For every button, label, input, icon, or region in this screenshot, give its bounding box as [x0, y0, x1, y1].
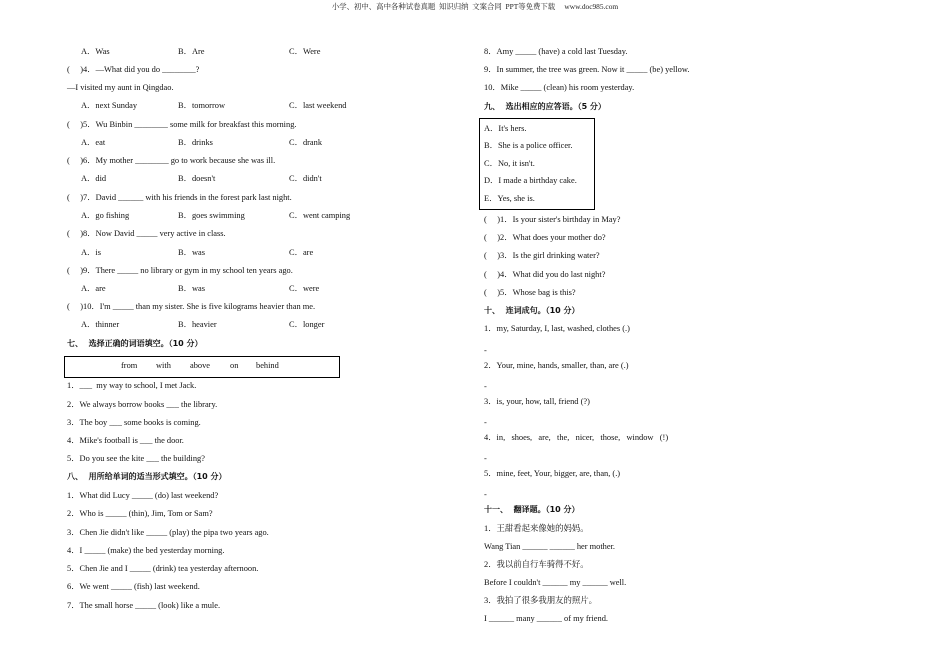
- q3-option-a: A．Was: [81, 47, 110, 56]
- q9-question: ( )9．There _____ no library or gym in my school ten years ago.: [67, 266, 293, 275]
- sec9-item: ( )2．What does your mother do?: [484, 233, 606, 242]
- sec9-item: ( )5．Whose bag is this?: [484, 288, 576, 297]
- sec7-item: 2．We always borrow books ___ the library.: [67, 400, 218, 409]
- q8-option-a: A．is: [81, 248, 102, 257]
- answer-blank-mark: -: [484, 346, 487, 355]
- sec7-item: 3．The boy ___ some books is coming.: [67, 418, 201, 427]
- sec11-line: Before I couldn't ______ my ______ well.: [484, 578, 627, 587]
- sec9-item: ( )3．Is the girl drinking water?: [484, 251, 600, 260]
- q9-option-b: B．was: [178, 284, 205, 293]
- sec11-line: Wang Tian ______ ______ her mother.: [484, 542, 615, 551]
- page-header: 小学、初中、高中各种试卷真题 知识归纳 文案合同 PPT等免费下载 www.doc985.com: [331, 2, 619, 11]
- sec7-item: 5．Do you see the kite ___ the building?: [67, 454, 205, 463]
- sec10-item: 5．mine, feet, Your, bigger, are, than, (.): [484, 469, 621, 478]
- q6-question: ( )6．My mother ________ go to work because she was ill.: [67, 156, 276, 165]
- sec10-item: 4．in, shoes, are, the, nicer, those, window (!): [484, 433, 669, 442]
- section-9-title: 九、 选出相应的应答语。（5 分）: [484, 102, 606, 111]
- section-8-title: 八、 用所给单词的适当形式填空。（10 分）: [67, 472, 227, 481]
- word-bank-word: on: [230, 361, 239, 370]
- sec8-item: 6．We went _____ (fish) last weekend.: [67, 582, 200, 591]
- sec8-item: 9．In summer, the tree was green. Now it _____ (be) yellow.: [484, 65, 690, 74]
- sec8-item: 3．Chen Jie didn't like _____ (play) the pipa two years ago.: [67, 528, 269, 537]
- sec11-line: 3．我拍了很多我朋友的照片。: [484, 596, 598, 605]
- q10-option-b: B．heavier: [178, 320, 217, 329]
- q6-option-a: A．did: [81, 174, 107, 183]
- word-bank-word: behind: [256, 361, 279, 370]
- answer-blank-mark: -: [484, 418, 487, 427]
- q3-option-c: C．Were: [289, 47, 321, 56]
- section-11-title: 十一、 翻译题。（10 分）: [484, 505, 580, 514]
- q5-option-c: C．drank: [289, 138, 323, 147]
- q4-option-a: A．next Sunday: [81, 101, 138, 110]
- sec8-item: 4．I _____ (make) the bed yesterday morning.: [67, 546, 225, 555]
- word-bank-word: from: [121, 361, 138, 370]
- sec10-item: 1．my, Saturday, I, last, washed, clothes (.): [484, 324, 630, 333]
- answer-blank-mark: -: [484, 382, 487, 391]
- sec7-item: 1．___ my way to school, I met Jack.: [67, 381, 197, 390]
- q3-option-b: B．Are: [178, 47, 205, 56]
- answer-blank-mark: -: [484, 454, 487, 463]
- q9-option-c: C．were: [289, 284, 320, 293]
- q10-question: ( )10．I'm _____ than my sister. She is five kilograms heavier than me.: [67, 302, 316, 311]
- q4-option-c: C．last weekend: [289, 101, 347, 110]
- q7-option-a: A．go fishing: [81, 211, 130, 220]
- q8-option-c: C．are: [289, 248, 314, 257]
- q7-option-c: C．went camping: [289, 211, 351, 220]
- sec8-item: 1．What did Lucy _____ (do) last weekend?: [67, 491, 219, 500]
- sec8-item: 10．Mike _____ (clean) his room yesterday.: [484, 83, 635, 92]
- sec8-item: 5．Chen Jie and I _____ (drink) tea yesterday afternoon.: [67, 564, 259, 573]
- q8-question: ( )8．Now David _____ very active in class.: [67, 229, 226, 238]
- q8-option-b: B．was: [178, 248, 205, 257]
- q4-answer-line: —I visited my aunt in Qingdao.: [67, 83, 174, 92]
- sec7-item: 4．Mike's football is ___ the door.: [67, 436, 184, 445]
- q4-option-b: B．tomorrow: [178, 101, 225, 110]
- section-7-title: 七、 选择正确的词语填空。（10 分）: [67, 339, 203, 348]
- sec11-line: 1．王甜看起来像她的妈妈。: [484, 524, 589, 533]
- response-option: A．It's hers.: [484, 124, 527, 133]
- sec11-line: I ______ many ______ of my friend.: [484, 614, 608, 623]
- word-bank-word: above: [190, 361, 210, 370]
- q6-option-c: C．didn't: [289, 174, 322, 183]
- response-option: B．She is a police officer.: [484, 141, 573, 150]
- q9-option-a: A．are: [81, 284, 106, 293]
- sec9-item: ( )1．Is your sister's birthday in May?: [484, 215, 621, 224]
- sec9-item: ( )4．What did you do last night?: [484, 270, 606, 279]
- q5-question: ( )5．Wu Binbin ________ some milk for breakfast this morning.: [67, 120, 297, 129]
- q7-option-b: B．goes swimming: [178, 211, 245, 220]
- sec8-item: 7．The small horse _____ (look) like a mule.: [67, 601, 221, 610]
- response-option: C．No, it isn't.: [484, 159, 535, 168]
- word-bank-word: with: [156, 361, 171, 370]
- q4-question: ( )4．—What did you do ________?: [67, 65, 200, 74]
- q10-option-c: C．longer: [289, 320, 325, 329]
- q6-option-b: B．doesn't: [178, 174, 216, 183]
- sec10-item: 2．Your, mine, hands, smaller, than, are (.): [484, 361, 629, 370]
- response-option: D．I made a birthday cake.: [484, 176, 577, 185]
- sec11-line: 2．我以前自行车骑得不好。: [484, 560, 589, 569]
- q5-option-a: A．eat: [81, 138, 106, 147]
- q10-option-a: A．thinner: [81, 320, 120, 329]
- response-option: E．Yes, she is.: [484, 194, 535, 203]
- q7-question: ( )7．David ______ with his friends in the forest park last night.: [67, 193, 292, 202]
- section-10-title: 十、 连词成句。（10 分）: [484, 306, 580, 315]
- sec10-item: 3．is, your, how, tall, friend (?): [484, 397, 590, 406]
- sec8-item: 8．Amy _____ (have) a cold last Tuesday.: [484, 47, 628, 56]
- sec8-item: 2．Who is _____ (thin), Jim, Tom or Sam?: [67, 509, 213, 518]
- answer-blank-mark: -: [484, 490, 487, 499]
- q5-option-b: B．drinks: [178, 138, 213, 147]
